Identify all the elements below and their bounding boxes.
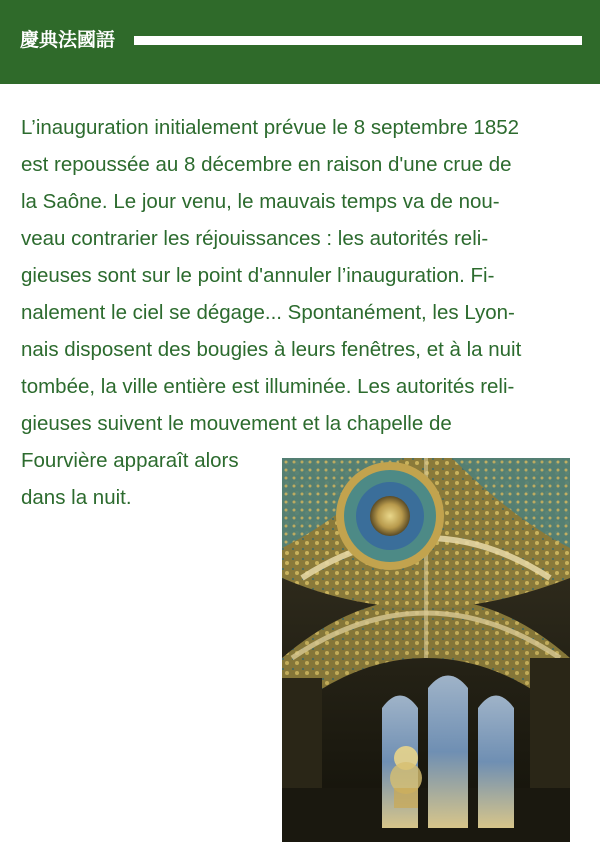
header-rule <box>134 36 582 45</box>
paragraph-line: gieuses suivent le mouvement et la chapelle de <box>21 412 452 435</box>
header-banner <box>0 0 600 84</box>
chapel-ceiling-illustration <box>282 458 570 842</box>
paragraph-line: nalement le ciel se dégage... Spontanément, les Lyon- <box>21 301 515 324</box>
section-title: 慶典法國語 <box>20 29 116 51</box>
paragraph-line: la Saône. Le jour venu, le mauvais temps va de nou- <box>21 190 500 213</box>
paragraph-line: Fourvière apparaît alors <box>21 449 239 472</box>
chapel-ceiling-photo <box>282 458 570 842</box>
paragraph-line: nais disposent des bougies à leurs fenêtres, et à la nuit <box>21 338 522 361</box>
paragraph-line: L’inauguration initialement prévue le 8 septembre 1852 <box>21 116 520 139</box>
paragraph-line: est repoussée au 8 décembre en raison d'une crue de <box>21 153 512 176</box>
paragraph-line: tombée, la ville entière est illuminée. Les autorités reli- <box>21 375 515 398</box>
paragraph-line: gieuses sont sur le point d'annuler l’inauguration. Fi- <box>21 264 495 287</box>
paragraph-line: dans la nuit. <box>21 486 132 509</box>
paragraph-line: veau contrarier les réjouissances : les autorités reli- <box>21 227 489 250</box>
